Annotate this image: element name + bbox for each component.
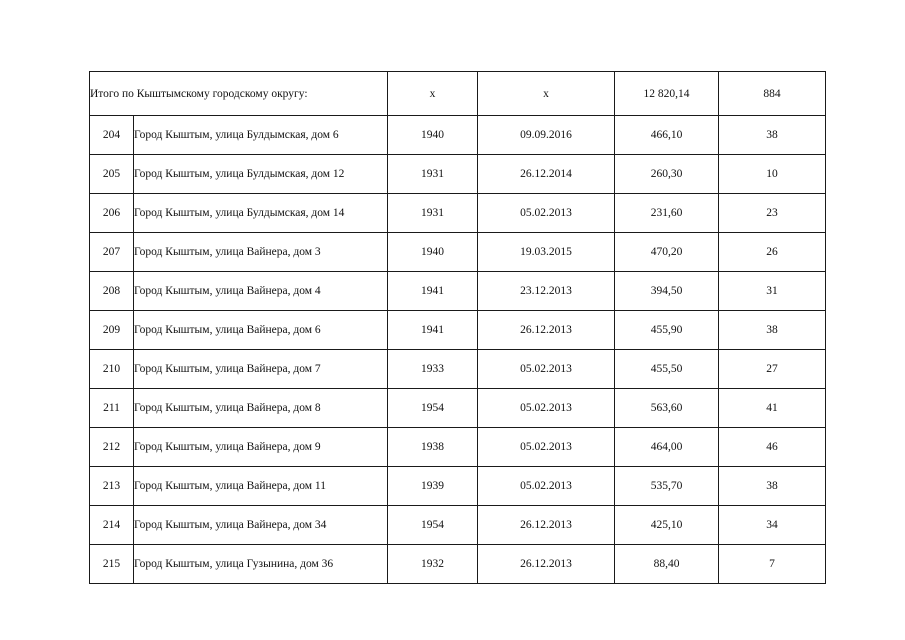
area-cell: 563,60: [615, 389, 719, 428]
table-row: [90, 116, 826, 155]
date-cell: 19.03.2015: [478, 233, 615, 272]
table-row: [90, 194, 826, 233]
total-residents: 884: [719, 72, 826, 116]
residents-cell: 10: [719, 155, 826, 194]
row-number-cell: 209: [90, 311, 134, 350]
area-cell: 88,40: [615, 545, 719, 584]
date-cell: 09.09.2016: [478, 116, 615, 155]
table-row: [90, 389, 826, 428]
date-cell: 26.12.2013: [478, 506, 615, 545]
area-cell: 231,60: [615, 194, 719, 233]
year-built-cell: 1941: [388, 311, 478, 350]
date-cell: 05.02.2013: [478, 467, 615, 506]
residents-cell: 38: [719, 311, 826, 350]
area-cell: 466,10: [615, 116, 719, 155]
address-cell: Город Кыштым, улица Вайнера, дом 9: [134, 428, 388, 467]
year-built-cell: 1939: [388, 467, 478, 506]
residents-cell: 38: [719, 467, 826, 506]
year-built-cell: 1931: [388, 155, 478, 194]
date-cell: 05.02.2013: [478, 194, 615, 233]
table-row: [90, 155, 826, 194]
year-built-cell: 1954: [388, 506, 478, 545]
year-built-cell: 1932: [388, 545, 478, 584]
year-built-cell: 1941: [388, 272, 478, 311]
date-cell: 23.12.2013: [478, 272, 615, 311]
address-cell: Город Кыштым, улица Вайнера, дом 34: [134, 506, 388, 545]
row-number-cell: 214: [90, 506, 134, 545]
table-row: [90, 350, 826, 389]
year-built-cell: 1954: [388, 389, 478, 428]
table-row: [90, 506, 826, 545]
address-cell: Город Кыштым, улица Вайнера, дом 6: [134, 311, 388, 350]
year-built-cell: 1940: [388, 233, 478, 272]
housing-registry-table: [89, 71, 826, 584]
table-row: [90, 233, 826, 272]
total-label: Итого по Кыштымскому городскому округу:: [90, 72, 388, 116]
area-cell: 425,10: [615, 506, 719, 545]
total-year: х: [388, 72, 478, 116]
date-cell: 05.02.2013: [478, 350, 615, 389]
residents-cell: 27: [719, 350, 826, 389]
row-number-cell: 215: [90, 545, 134, 584]
date-cell: 26.12.2014: [478, 155, 615, 194]
residents-cell: 46: [719, 428, 826, 467]
year-built-cell: 1938: [388, 428, 478, 467]
address-cell: Город Кыштым, улица Вайнера, дом 11: [134, 467, 388, 506]
row-number-cell: 212: [90, 428, 134, 467]
residents-cell: 7: [719, 545, 826, 584]
row-number-cell: 211: [90, 389, 134, 428]
row-number-cell: 213: [90, 467, 134, 506]
area-cell: 470,20: [615, 233, 719, 272]
residents-cell: 26: [719, 233, 826, 272]
residents-cell: 34: [719, 506, 826, 545]
row-number-cell: 204: [90, 116, 134, 155]
residents-cell: 38: [719, 116, 826, 155]
row-number-cell: 210: [90, 350, 134, 389]
table-row: [90, 467, 826, 506]
table-row: [90, 428, 826, 467]
address-cell: Город Кыштым, улица Вайнера, дом 7: [134, 350, 388, 389]
year-built-cell: 1933: [388, 350, 478, 389]
address-cell: Город Кыштым, улица Булдымская, дом 6: [134, 116, 388, 155]
row-number-cell: 205: [90, 155, 134, 194]
residents-cell: 31: [719, 272, 826, 311]
table-row: [90, 272, 826, 311]
date-cell: 05.02.2013: [478, 428, 615, 467]
scan-edge-artifact: [897, 56, 900, 86]
address-cell: Город Кыштым, улица Булдымская, дом 14: [134, 194, 388, 233]
row-number-cell: 208: [90, 272, 134, 311]
residents-cell: 23: [719, 194, 826, 233]
year-built-cell: 1940: [388, 116, 478, 155]
total-area: 12 820,14: [615, 72, 719, 116]
table-row: [90, 311, 826, 350]
address-cell: Город Кыштым, улица Вайнера, дом 4: [134, 272, 388, 311]
area-cell: 464,00: [615, 428, 719, 467]
address-cell: Город Кыштым, улица Вайнера, дом 8: [134, 389, 388, 428]
row-number-cell: 206: [90, 194, 134, 233]
date-cell: 05.02.2013: [478, 389, 615, 428]
residents-cell: 41: [719, 389, 826, 428]
area-cell: 260,30: [615, 155, 719, 194]
area-cell: 455,90: [615, 311, 719, 350]
address-cell: Город Кыштым, улица Гузынина, дом 36: [134, 545, 388, 584]
year-built-cell: 1931: [388, 194, 478, 233]
address-cell: Город Кыштым, улица Булдымская, дом 12: [134, 155, 388, 194]
area-cell: 394,50: [615, 272, 719, 311]
table-body: [90, 72, 826, 584]
area-cell: 535,70: [615, 467, 719, 506]
table-row: [90, 545, 826, 584]
total-date: х: [478, 72, 615, 116]
row-number-cell: 207: [90, 233, 134, 272]
date-cell: 26.12.2013: [478, 545, 615, 584]
address-cell: Город Кыштым, улица Вайнера, дом 3: [134, 233, 388, 272]
total-row: [90, 72, 826, 116]
area-cell: 455,50: [615, 350, 719, 389]
date-cell: 26.12.2013: [478, 311, 615, 350]
